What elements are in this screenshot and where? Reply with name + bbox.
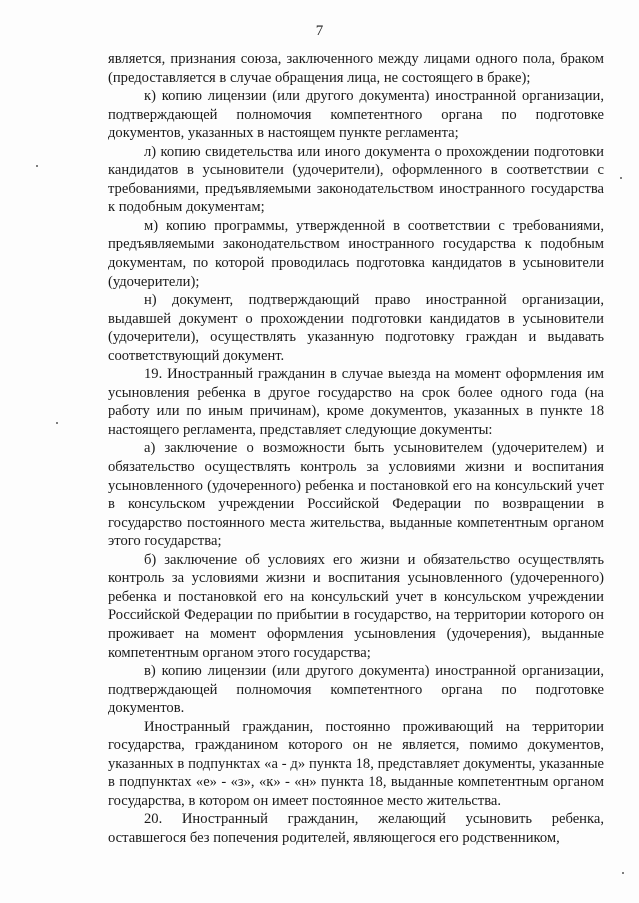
scan-speck (622, 872, 624, 874)
page-number: 7 (315, 23, 324, 39)
paragraph-item-n: н) документ, подтверждающий право иностранной организации, выдавшей документ о прохождении подготовки кандидатов в усыновители (удочерители), осуществлять указанную подготовку граждан и выдавать соответствующий документ. (108, 292, 604, 364)
scan-speck (36, 165, 38, 167)
document-body (108, 50, 604, 848)
paragraph-continuation: является, признания союза, заключенного между лицами одного пола, браком (предоставляется в случае обращения лица, не состоящего в браке); (108, 51, 604, 86)
paragraph-item-a: а) заключение о возможности быть усыновителем (удочерителем) и обязательство осуществлять контроль за условиями жизни и воспитания усыновленного (удочеренного) ребенка и постановкой его на консульский учет в консульском учреждении Российской Федерации по возвращении в государство постоянного места жительства, выданные компетентным органом этого государства; (108, 440, 604, 550)
scan-speck (620, 177, 622, 179)
paragraph-item-k: к) копию лицензии (или другого документа) иностранной организации, подтверждающей полномочия компетентного органа по подготовке документов, указанных в настоящем пункте регламента; (108, 88, 604, 142)
paragraph-item-b: б) заключение об условиях его жизни и обязательство осуществлять контроль за условиями жизни и воспитания усыновленного (удочеренного) ребенка и постановкой его на консульский учет в консульском учреждении Российской Федерации по прибытии в государство, на территории которого он проживает на момент оформления усыновления (удочерения), выданные компетентным органом этого государства; (108, 551, 604, 661)
paragraph-clause-20: 20. Иностранный гражданин, желающий усыновить ребенка, оставшегося без попечения родителей, являющегося его родственником, (108, 811, 604, 846)
paragraph-item-m: м) копию программы, утвержденной в соответствии с требованиями, предъявляемыми законодательством иностранного государства к подобным документам, по которой проводилась подготовка кандидатов в усыновители (удочерители); (108, 217, 604, 290)
paragraph-resident-foreigner: Иностранный гражданин, постоянно проживающий на территории государства, гражданином которого он не является, помимо документов, указанных в подпунктах «а - д» пункта 18, представляет документы, указанные в подпунктах «е» - «з», «к» - «н» пункта 18, выданные компетентным органом государства, в котором он имеет постоянное место жительства. (108, 718, 604, 809)
paragraph-clause-19: 19. Иностранный гражданин в случае выезда на момент оформления им усыновления ребенка в другое государство на срок более одного года (на работу или по иным причинам), кроме документов, указанных в пункте 18 настоящего регламента, представляет следующие документы: (108, 366, 604, 438)
paragraph-item-l: л) копию свидетельства или иного документа о прохождении подготовки кандидатов в усыновители (удочерители), оформленного в соответствии с требованиями, предъявляемыми законодательством иностранного государства к подобным документам; (108, 143, 604, 216)
scan-speck (56, 422, 58, 424)
paragraph-item-v: в) копию лицензии (или другого документа) иностранной организации, подтверждающей полномочия компетентного органа по подготовке документов. (108, 663, 604, 717)
